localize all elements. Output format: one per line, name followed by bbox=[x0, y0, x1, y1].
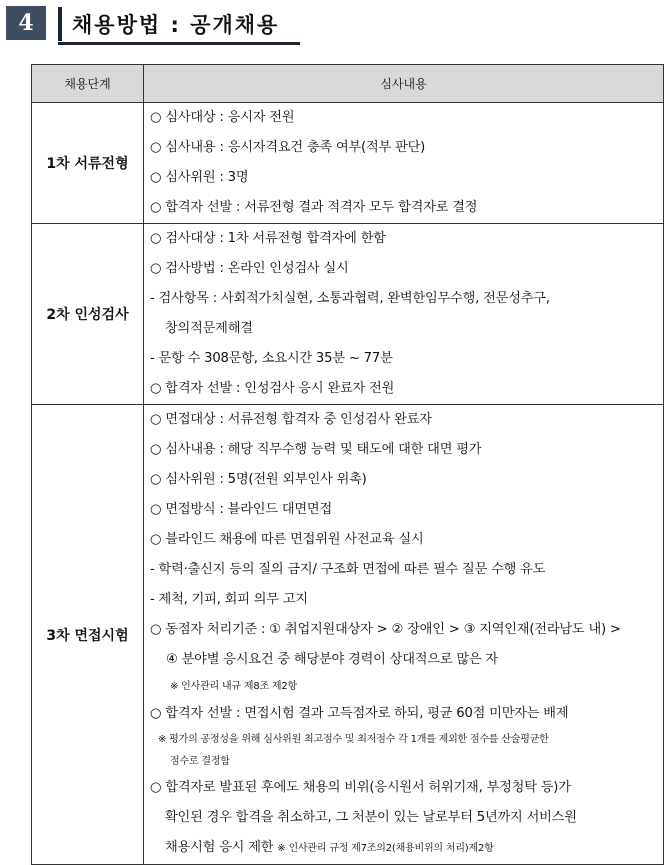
list-item-continuation bbox=[144, 833, 663, 864]
list-item: ○ 합격자 선발 : 면접시험 결과 고득점자로 하되, 평균 60점 미만자는 배제 bbox=[150, 706, 569, 721]
list-item: - 문항 수 308문항, 소요시간 35분 ~ 77분 bbox=[150, 351, 393, 366]
list-item: - 제척, 기피, 회피 의무 고지 bbox=[150, 592, 308, 607]
table-row bbox=[32, 103, 664, 224]
stage-cell: 2차 인성검사 bbox=[32, 224, 144, 405]
content-cell bbox=[144, 405, 664, 865]
list-item-continuation: ④ 분야별 응시요건 중 해당분야 경력이 상대적으로 많은 자 bbox=[166, 652, 498, 667]
list-item: ○ 합격자 선발 : 서류전형 결과 적격자 모두 합격자로 결정 bbox=[150, 200, 478, 215]
note-continuation: 점수로 결정함 bbox=[170, 756, 230, 767]
col-header-stage: 채용단계 bbox=[32, 65, 144, 103]
list-item: ○ 블라인드 채용에 따른 면접위원 사전교육 실시 bbox=[150, 532, 424, 547]
list-item: ○ 심사내용 : 해당 직무수행 능력 및 태도에 대한 대면 평가 bbox=[150, 442, 482, 457]
content-cell bbox=[144, 224, 664, 405]
list-item-continuation: 확인된 경우 합격을 취소하고, 그 처분이 있는 날로부터 5년까지 서비스원 bbox=[165, 810, 577, 825]
stage-cell: 1차 서류전형 bbox=[32, 103, 144, 224]
list-item: - 학력·출신지 등의 질의 금지/ 구조화 면접에 따른 필수 질문 수행 유도 bbox=[150, 562, 546, 577]
section-header bbox=[6, 6, 666, 44]
list-item: ○ 합격자로 발표된 후에도 채용의 비위(응시원서 허위기재, 부정청탁 등)가 bbox=[150, 780, 571, 795]
list-item: ○ 검사대상 : 1차 서류전형 합격자에 한함 bbox=[150, 231, 386, 246]
content-cell bbox=[144, 103, 664, 224]
title-underline bbox=[58, 42, 300, 45]
list-item: ○ 심사내용 : 응시자격요건 충족 여부(적부 판단) bbox=[150, 140, 426, 155]
table-row bbox=[32, 224, 664, 405]
list-item-continuation: 창의적문제해결 bbox=[165, 321, 253, 336]
recruitment-table bbox=[31, 64, 664, 865]
list-item: ○ 합격자 선발 : 인성검사 응시 완료자 전원 bbox=[150, 381, 395, 396]
list-item: ○ 검사방법 : 온라인 인성검사 실시 bbox=[150, 261, 349, 276]
list-item: ○ 동점자 처리기준 : ① 취업지원대상자 > ② 장애인 > ③ 지역인재(전라남도 내) > bbox=[150, 622, 621, 637]
section-number-badge: 4 bbox=[6, 6, 46, 40]
table-header-row bbox=[32, 65, 664, 103]
stage-cell: 3차 면접시험 bbox=[32, 405, 144, 865]
note: ※ 인사관리 내규 제8조 제2항 bbox=[170, 681, 298, 692]
list-item: ○ 심사위원 : 3명 bbox=[150, 170, 249, 185]
note-inline: ※ 인사관리 규정 제7조의2(채용비위의 처리)제2항 bbox=[277, 843, 494, 854]
list-item: ○ 심사대상 : 응시자 전원 bbox=[150, 110, 295, 125]
col-header-content: 심사내용 bbox=[144, 65, 664, 103]
list-item-text: 채용시험 응시 제한 bbox=[165, 840, 274, 855]
section-title: 채용방법 : 공개채용 bbox=[72, 13, 280, 37]
title-accent-bar bbox=[58, 7, 62, 41]
list-item: - 검사항목 : 사회적가치실현, 소통과협력, 완벽한임무수행, 전문성추구, bbox=[150, 291, 550, 306]
table-row bbox=[32, 405, 664, 865]
list-item: ○ 면접대상 : 서류전형 합격자 중 인성검사 완료자 bbox=[150, 412, 432, 427]
note: ※ 평가의 공정성을 위해 심사위원 최고점수 및 최저점수 각 1개를 제외한 점수를 산술평균한 bbox=[158, 734, 549, 745]
list-item: ○ 심사위원 : 5명(전원 외부인사 위촉) bbox=[150, 472, 367, 487]
list-item: ○ 면접방식 : 블라인드 대면면접 bbox=[150, 502, 332, 517]
